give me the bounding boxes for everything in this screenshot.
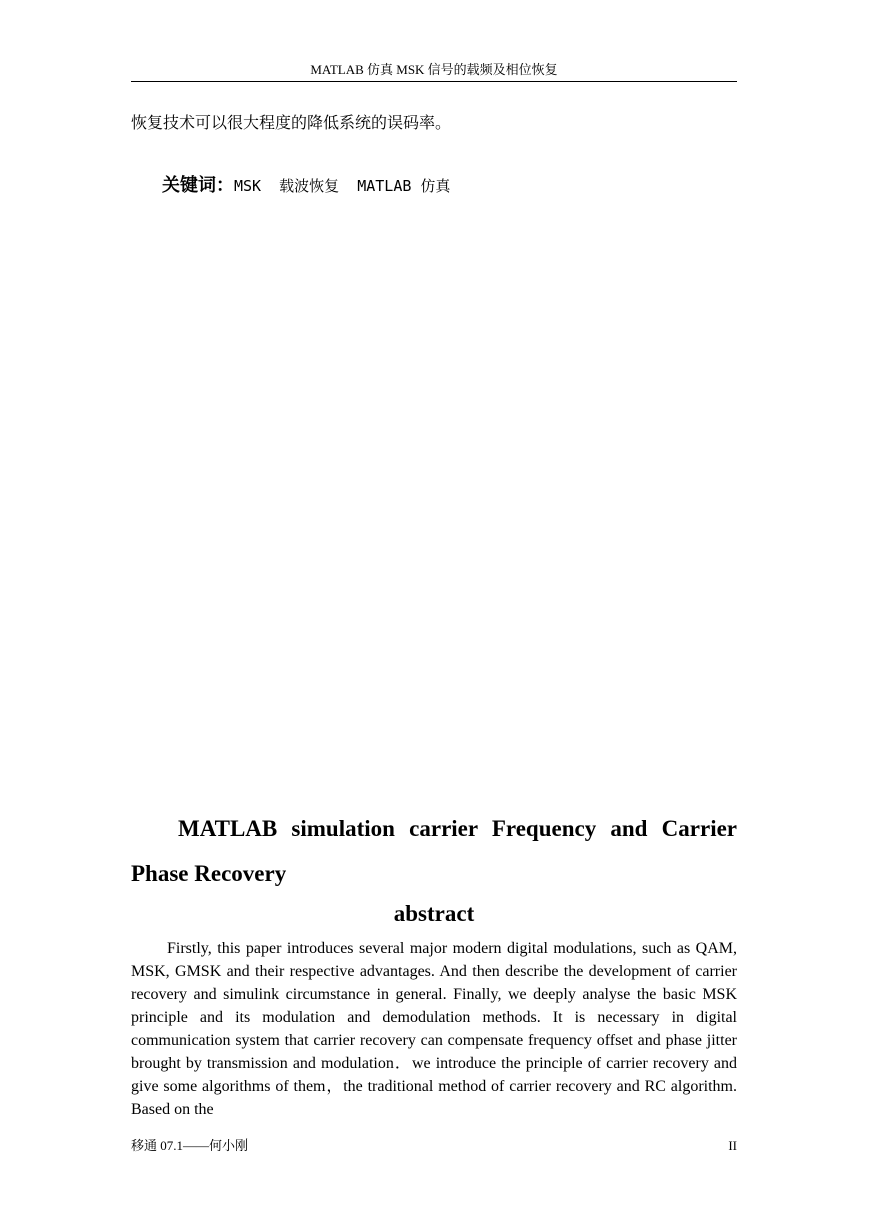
abstract-heading: abstract: [393, 901, 475, 926]
english-title-line1: MATLAB simulation carrier Frequency and Carrier: [178, 816, 737, 841]
english-title: [131, 806, 737, 896]
keywords-line: [162, 174, 450, 199]
keywords-label: 关键词：: [162, 175, 234, 196]
keywords-value: MSK 载波恢复 MATLAB 仿真: [234, 177, 451, 195]
page-number: II: [728, 1138, 737, 1153]
header-rule: [131, 81, 737, 82]
english-title-line2: Phase Recovery: [131, 861, 287, 886]
abstract-body: Firstly, this paper introduces several major modern digital modulations, such as QAM, MSK, GMSK and their respective advantages. And then describe the development of carrier recovery and simulink circumstance in general. Finally, we deeply analyse the basic MSK principle and its modulation and demodulation methods. It is necessary in digital communication system that carrier recovery can compensate frequency offset and phase jitter brought by transmission and modulation．we introduce the principle of carrier recovery and give some algorithms of them，the traditional method of carrier recovery and RC algorithm. Based on the: [131, 940, 737, 1118]
chinese-abstract-continuation: 恢复技术可以很大程度的降低系统的误码率。: [131, 113, 452, 132]
running-header: MATLAB 仿真 MSK 信号的载频及相位恢复: [310, 62, 558, 77]
footer-author: 移通 07.1——何小刚: [131, 1138, 249, 1153]
